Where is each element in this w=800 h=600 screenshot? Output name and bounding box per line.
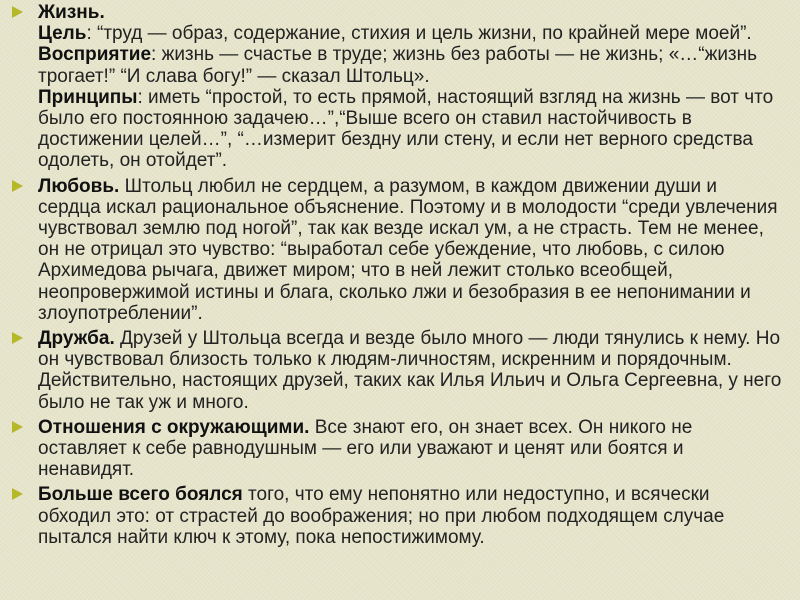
body-text: Друзей у Штольца всегда и везде было много — люди тянулись к нему. Но он чувствовал близость только к людям-личностям, искренним и порядочным. Действительно, настоящих друзей, таких как Илья Ильич и Ольга Сергеевна, у него было не так уж и много. — [38, 328, 782, 413]
bold-term: Жизнь. — [38, 2, 105, 23]
bullet-item — [8, 484, 782, 548]
body-text: : иметь “простой, то есть прямой, настоящий взгляд на жизнь — вот что было его постоянною задачею…”,“Выше всего он ставил настойчивость в достижении целей…”, “…измерит бездну или стену, и если нет верного средства одолеть, он отойдет”. — [38, 86, 774, 172]
paragraph-line — [38, 23, 782, 44]
bold-term: Восприятие — [38, 44, 152, 66]
body-text: того, что ему непонятно или недоступно, и всячески обходил это: от страстей до воображения; но при любом подходящем случае пытался найти ключ к этому, пока непостижимому. — [38, 484, 725, 548]
bullet-item — [8, 417, 782, 481]
paragraph-line — [38, 417, 782, 481]
bold-term: Больше всего боялся — [38, 484, 243, 506]
bold-term: Цель — [38, 23, 87, 45]
triangle-arrow-right-icon — [12, 488, 23, 500]
paragraph-line — [38, 484, 782, 548]
triangle-arrow-right-icon — [12, 6, 23, 18]
bullet-item — [8, 328, 782, 413]
paragraph-line — [38, 2, 782, 23]
body-text: Все знают его, он знает всех. Он никого не оставляет к себе равнодушным — его или уважают и ценят или боятся и ненавидят. — [38, 416, 693, 481]
bullet-item — [8, 2, 782, 172]
paragraph-line — [38, 44, 782, 86]
bold-term: Дружба. — [38, 328, 115, 350]
paragraph-line — [38, 328, 782, 413]
body-text: Штольц любил не сердцем, а разумом, в каждом движении души и сердца искал рациональное объяснение. Поэтому и в молодости “среди увлечения чувствовал землю под ногой”, так как везде искал ум, а не страсть. Тем не менее, он не отрицал это чувство: “выработал себе убеждение, что любовь, с силою Архимедова рычага, движет миром; что в ней лежит столько всеобщей, неопровержимой истины и блага, сколько лжи и безобразия в ее непонимании и злоупотреблении”. — [38, 175, 778, 324]
paragraph-line — [38, 176, 782, 324]
body-text: : “труд — образ, содержание, стихия и цель жизни, по крайней мере моей”. — [86, 23, 752, 45]
bold-term: Отношения с окружающими. — [38, 416, 310, 438]
bold-term: Принципы — [38, 86, 138, 108]
paragraph-line — [38, 87, 782, 172]
triangle-arrow-right-icon — [12, 180, 23, 192]
triangle-arrow-right-icon — [12, 421, 23, 433]
body-text: : жизнь — счастье в труде; жизнь без работы — не жизнь; «…“жизнь трогает!” “И слава богу!” — сказал Штольц». — [38, 44, 758, 87]
bold-term: Любовь. — [38, 175, 120, 197]
bullet-item — [8, 176, 782, 324]
bullet-list — [8, 2, 782, 548]
triangle-arrow-right-icon — [12, 332, 23, 344]
